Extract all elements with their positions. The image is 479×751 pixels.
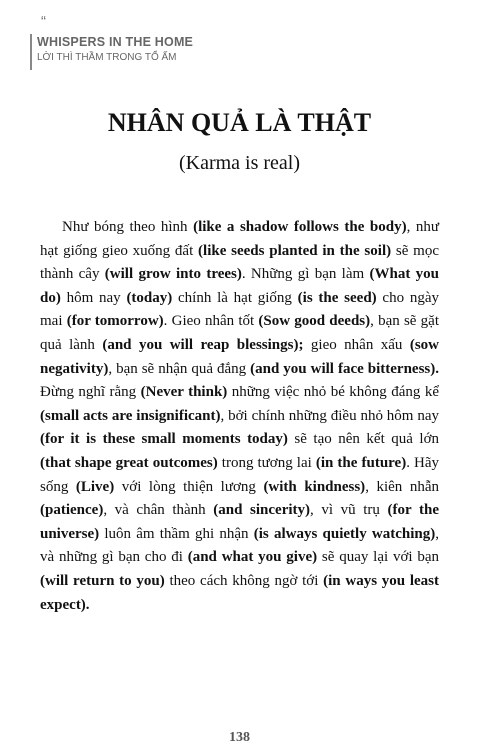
english-gloss: (will return to you) [40,572,165,589]
vietnamese-text: . Gieo nhân tốt [163,313,259,330]
english-gloss: (is the seed) [297,289,377,306]
english-gloss: (in ways you least expect). [40,572,440,613]
vietnamese-text: . Những gì bạn làm [241,266,370,283]
vietnamese-text: theo cách không ngờ tới [164,572,324,589]
vietnamese-text: , vì vũ trụ [310,502,388,519]
english-gloss: (that shape great outcomes) [40,454,218,471]
english-gloss: (like a shadow follows the body) [193,219,407,235]
vietnamese-text: sẽ quay lại với bạn [317,549,440,566]
english-gloss: (small acts are insignificant) [40,407,221,424]
vietnamese-text: , bởi chính những điều nhỏ hôm nay [220,407,439,424]
english-gloss: (sow negativity) [40,336,440,377]
body-paragraph [40,216,439,617]
english-gloss: (for tomorrow) [66,313,164,330]
vietnamese-text: , như hạt giống gieo xuống đất [40,219,439,259]
vietnamese-text: , và chân thành [103,502,214,519]
english-gloss: (with kindness) [263,478,366,495]
english-gloss: (and you will face bitterness). [250,360,439,377]
english-gloss: (and sincerity) [213,502,311,519]
running-header [0,14,479,74]
vietnamese-text: chính là hạt giống [172,289,298,306]
english-gloss: (like seeds planted in the soil) [198,242,392,259]
english-gloss: (Never think) [140,384,228,401]
english-gloss: (Live) [75,478,115,495]
header-vertical-rule [30,34,32,70]
series-subtitle: LỜI THÌ THẦM TRONG TỔ ẤM [37,52,177,63]
english-gloss: (Sow good deeds) [258,313,371,330]
english-gloss: (is always quietly watching) [253,525,436,542]
vietnamese-text: , bạn sẽ nhận quả đắng [108,360,251,377]
english-gloss: (What you do) [40,266,440,306]
english-gloss: (for the universe) [40,502,439,542]
vietnamese-text: , kiên nhẫn [365,478,440,495]
vietnamese-text: cho ngày mai [40,289,439,330]
english-gloss: (today) [126,289,173,306]
vietnamese-text: , bạn sẽ gặt quả lành [40,313,439,353]
vietnamese-text: với lòng thiện lương [114,478,264,495]
vietnamese-text: . Hãy sống [40,454,440,495]
english-gloss: (in the future) [315,454,407,471]
vietnamese-text: Như bóng theo hình [62,219,194,235]
vietnamese-text: trong tương lai [217,454,316,471]
chapter-title: NHÂN QUẢ LÀ THẬT [107,108,372,137]
vietnamese-text: Đừng nghĩ rằng [40,384,141,401]
english-gloss: (will grow into trees) [104,266,242,283]
series-title: WHISPERS IN THE HOME [37,35,194,49]
vietnamese-text: luôn âm thầm ghi nhận [99,525,254,542]
vietnamese-text: sẽ tạo nên kết quả lớn [287,431,440,448]
vietnamese-text: , và những gì bạn cho đi [40,525,439,566]
english-gloss: (patience) [40,502,104,519]
english-gloss: (and what you give) [187,549,318,566]
chapter-subtitle: (Karma is real) [178,152,301,174]
vietnamese-text: những việc nhỏ bé không đáng kể [227,384,439,401]
english-gloss: (for it is these small moments today) [40,431,288,448]
vietnamese-text: sẽ mọc thành cây [40,242,439,283]
page-number: 138 [229,730,250,745]
vietnamese-text: hôm nay [60,289,127,306]
quote-mark-icon: “ [41,13,46,30]
vietnamese-text: gieo nhân xấu [303,336,410,353]
english-gloss: (and you will reap blessings); [102,336,304,353]
